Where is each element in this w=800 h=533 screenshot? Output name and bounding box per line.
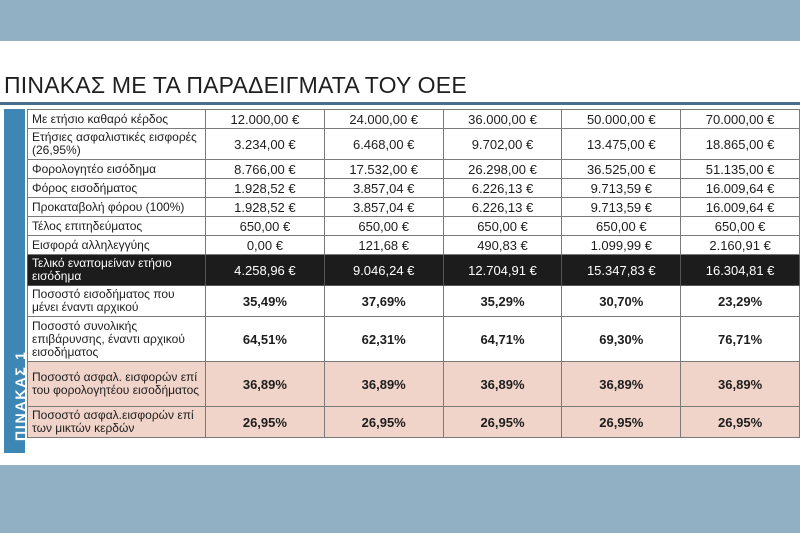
table-cell: 26,95% bbox=[443, 407, 562, 438]
table-cell: 9.702,00 € bbox=[443, 129, 562, 160]
row-label: Ετήσιες ασφαλιστικές εισφορές (26,95%) bbox=[28, 129, 206, 160]
row-label: Ποσοστό ασφαλ. εισφορών επί του φορολογητέου εισοδήματος bbox=[28, 362, 206, 407]
table-cell: 36,89% bbox=[562, 362, 681, 407]
table-cell: 121,68 € bbox=[324, 236, 443, 255]
table-cell: 50.000,00 € bbox=[562, 110, 681, 129]
table-cell: 23,29% bbox=[681, 286, 800, 317]
table-cell: 13.475,00 € bbox=[562, 129, 681, 160]
table-cell: 26,95% bbox=[562, 407, 681, 438]
table-cell: 26,95% bbox=[681, 407, 800, 438]
final-income-row bbox=[28, 255, 800, 286]
row-label: Με ετήσιο καθαρό κέρδος bbox=[28, 110, 206, 129]
table-cell: 3.857,04 € bbox=[324, 198, 443, 217]
title-divider bbox=[0, 102, 800, 105]
table-cell: 64,51% bbox=[206, 317, 325, 362]
table-cell: 650,00 € bbox=[206, 217, 325, 236]
table-cell: 490,83 € bbox=[443, 236, 562, 255]
row-label: Ποσοστό εισοδήματος που μένει έναντι αρχικού bbox=[28, 286, 206, 317]
table-cell: 12.000,00 € bbox=[206, 110, 325, 129]
table-cell: 18.865,00 € bbox=[681, 129, 800, 160]
table-row bbox=[28, 110, 800, 129]
table-cell: 4.258,96 € bbox=[206, 255, 325, 286]
table-row bbox=[28, 286, 800, 317]
table-row bbox=[28, 236, 800, 255]
table-cell: 36,89% bbox=[324, 362, 443, 407]
table-cell: 650,00 € bbox=[324, 217, 443, 236]
table-row-highlighted bbox=[28, 362, 800, 407]
row-label: Φόρος εισοδήματος bbox=[28, 179, 206, 198]
table-cell: 16.009,64 € bbox=[681, 179, 800, 198]
table-cell: 36,89% bbox=[681, 362, 800, 407]
table-row bbox=[28, 217, 800, 236]
table-cell: 35,29% bbox=[443, 286, 562, 317]
table-cell: 12.704,91 € bbox=[443, 255, 562, 286]
table-cell: 9.713,59 € bbox=[562, 198, 681, 217]
row-label: Προκαταβολή φόρου (100%) bbox=[28, 198, 206, 217]
table-row bbox=[28, 317, 800, 362]
table-cell: 1.928,52 € bbox=[206, 198, 325, 217]
table-row-highlighted bbox=[28, 407, 800, 438]
table-side-label-text: ΠΙΝΑΚΑΣ 1 bbox=[11, 350, 28, 441]
table-cell: 35,49% bbox=[206, 286, 325, 317]
table-cell: 26,95% bbox=[324, 407, 443, 438]
table-cell: 36,89% bbox=[206, 362, 325, 407]
table-cell: 3.234,00 € bbox=[206, 129, 325, 160]
row-label: Τελικό εναπομείναν ετήσιο εισόδημα bbox=[28, 255, 206, 286]
table-row bbox=[28, 129, 800, 160]
table-cell: 2.160,91 € bbox=[681, 236, 800, 255]
table-cell: 64,71% bbox=[443, 317, 562, 362]
table-cell: 51.135,00 € bbox=[681, 160, 800, 179]
table-row bbox=[28, 160, 800, 179]
table-cell: 6.468,00 € bbox=[324, 129, 443, 160]
table-cell: 6.226,13 € bbox=[443, 179, 562, 198]
page-title: ΠΙΝΑΚΑΣ ΜΕ ΤΑ ΠΑΡΑΔΕΙΓΜΑΤΑ ΤΟΥ ΟΕΕ bbox=[4, 72, 467, 98]
table-cell: 0,00 € bbox=[206, 236, 325, 255]
table-cell: 9.713,59 € bbox=[562, 179, 681, 198]
table-cell: 1.928,52 € bbox=[206, 179, 325, 198]
table-cell: 62,31% bbox=[324, 317, 443, 362]
table-cell: 650,00 € bbox=[443, 217, 562, 236]
table-cell: 6.226,13 € bbox=[443, 198, 562, 217]
table-cell: 30,70% bbox=[562, 286, 681, 317]
table-row bbox=[28, 198, 800, 217]
table-cell: 76,71% bbox=[681, 317, 800, 362]
table-cell: 36.525,00 € bbox=[562, 160, 681, 179]
table-cell: 650,00 € bbox=[562, 217, 681, 236]
table-cell: 8.766,00 € bbox=[206, 160, 325, 179]
row-label: Φορολογητέο εισόδημα bbox=[28, 160, 206, 179]
table-cell: 26.298,00 € bbox=[443, 160, 562, 179]
table-side-label bbox=[4, 109, 28, 453]
table-cell: 650,00 € bbox=[681, 217, 800, 236]
table-cell: 69,30% bbox=[562, 317, 681, 362]
examples-table bbox=[27, 109, 800, 438]
table-row bbox=[28, 179, 800, 198]
table-cell: 9.046,24 € bbox=[324, 255, 443, 286]
table-cell: 70.000,00 € bbox=[681, 110, 800, 129]
table-cell: 26,95% bbox=[206, 407, 325, 438]
table-cell: 3.857,04 € bbox=[324, 179, 443, 198]
table-cell: 1.099,99 € bbox=[562, 236, 681, 255]
table-cell: 16.009,64 € bbox=[681, 198, 800, 217]
table-cell: 17.532,00 € bbox=[324, 160, 443, 179]
row-label: Ποσοστό συνολικής επιβάρυνσης, έναντι αρχικού εισοδήματος bbox=[28, 317, 206, 362]
table-cell: 36.000,00 € bbox=[443, 110, 562, 129]
table-cell: 24.000,00 € bbox=[324, 110, 443, 129]
table-cell: 16.304,81 € bbox=[681, 255, 800, 286]
table-cell: 15.347,83 € bbox=[562, 255, 681, 286]
row-label: Ποσοστό ασφαλ.εισφορών επί των μικτών κερδών bbox=[28, 407, 206, 438]
row-label: Τέλος επιτηδεύματος bbox=[28, 217, 206, 236]
table-cell: 37,69% bbox=[324, 286, 443, 317]
row-label: Εισφορά αλληλεγγύης bbox=[28, 236, 206, 255]
table-cell: 36,89% bbox=[443, 362, 562, 407]
